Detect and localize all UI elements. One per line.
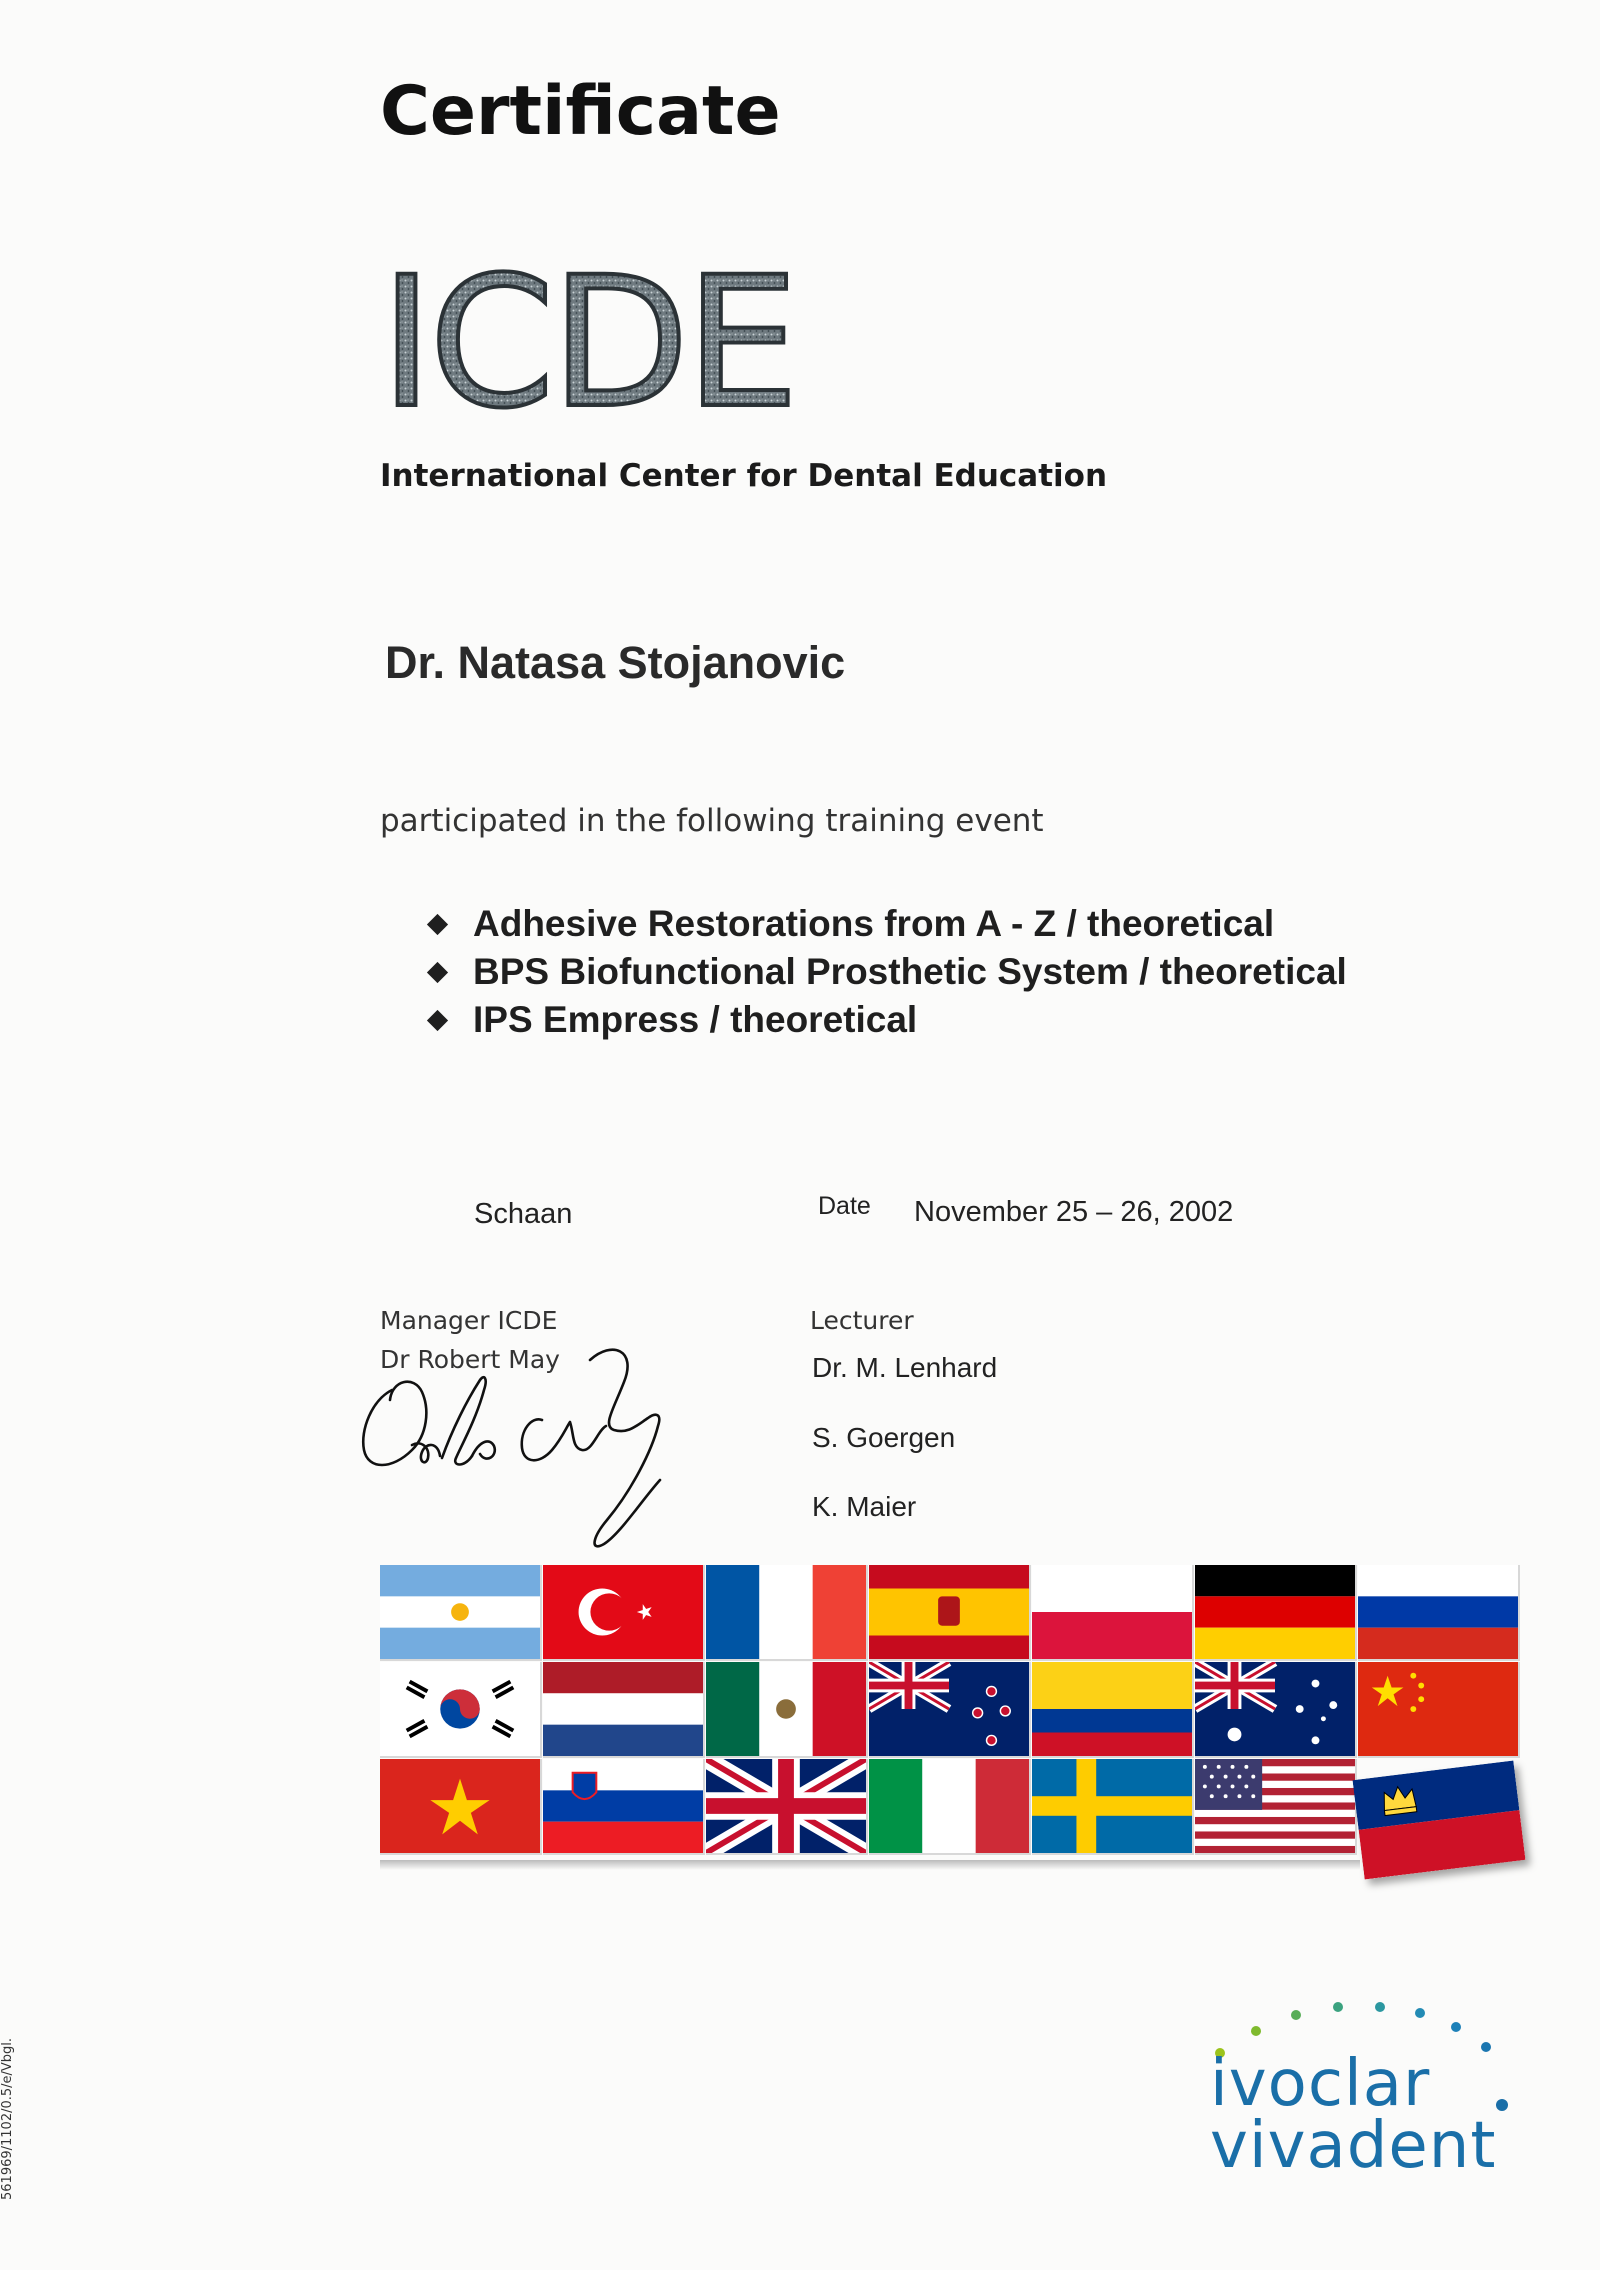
liechtenstein-flag-icon <box>1353 1761 1526 1880</box>
sweden-flag-icon <box>1032 1759 1194 1855</box>
germany-flag-icon <box>1195 1565 1357 1661</box>
china-flag-icon <box>1358 1662 1520 1758</box>
course-title: Adhesive Restorations from A - Z / theoretical <box>473 903 1275 944</box>
russia-flag-icon <box>1358 1565 1520 1661</box>
lecturer-name: K. Maier <box>812 1491 917 1522</box>
place: Schaan <box>474 1198 573 1230</box>
flag-mosaic <box>380 1565 1526 1865</box>
australia-flag-icon <box>1195 1662 1357 1758</box>
list-item <box>430 996 1347 1044</box>
mexico-flag-icon <box>706 1662 868 1758</box>
participation-statement: participated in the following training event <box>380 803 1044 839</box>
slovenia-flag-icon <box>543 1759 705 1855</box>
france-flag-icon <box>706 1565 868 1661</box>
organization-name: International Center for Dental Education <box>380 458 1108 494</box>
lecturer-title: Lecturer <box>810 1306 914 1335</box>
icde-logo-text: ICDE <box>380 255 796 425</box>
united-kingdom-flag-icon <box>706 1759 868 1855</box>
date-label: Date <box>818 1192 871 1220</box>
lecturer-name: S. Goergen <box>812 1422 956 1453</box>
poland-flag-icon <box>1032 1565 1194 1661</box>
usa-flag-icon <box>1195 1759 1357 1855</box>
argentina-flag-icon <box>380 1565 542 1661</box>
flag-mosaic-shadow <box>380 1860 1360 1870</box>
colombia-flag-icon <box>1032 1662 1194 1758</box>
south-korea-flag-icon <box>380 1662 542 1758</box>
diamond-bullet-icon <box>427 961 448 982</box>
course-list <box>430 900 1347 1044</box>
certificate-heading: Certificate <box>380 72 781 151</box>
brand-name-line1: ivoclar <box>1210 2047 1431 2121</box>
list-item <box>430 948 1347 996</box>
course-title: BPS Biofunctional Prosthetic System / theoretical <box>473 951 1347 992</box>
manager-title: Manager ICDE <box>380 1306 558 1335</box>
icde-logo <box>380 255 800 430</box>
turkey-flag-icon <box>543 1565 705 1661</box>
netherlands-flag-icon <box>543 1662 705 1758</box>
brand-name-line2: vivadent <box>1210 2109 1497 2183</box>
manager-signature <box>352 1330 682 1565</box>
lecturer-name: Dr. M. Lenhard <box>812 1352 998 1383</box>
document-number: 561969/1102/0.5/e/Vbgl. <box>0 2037 15 2200</box>
course-title: IPS Empress / theoretical <box>473 999 918 1040</box>
manager-name: Dr Robert May <box>380 1345 560 1374</box>
diamond-bullet-icon <box>427 1009 448 1030</box>
list-item <box>430 900 1347 948</box>
diamond-bullet-icon <box>427 913 448 934</box>
logo-dot-icon <box>1482 2085 1522 2125</box>
spain-flag-icon <box>869 1565 1031 1661</box>
new-zealand-flag-icon <box>869 1662 1031 1758</box>
recipient-name: Dr. Natasa Stojanovic <box>385 637 846 688</box>
vietnam-flag-icon <box>380 1759 542 1855</box>
italy-flag-icon <box>869 1759 1031 1855</box>
date-value: November 25 – 26, 2002 <box>914 1196 1234 1228</box>
